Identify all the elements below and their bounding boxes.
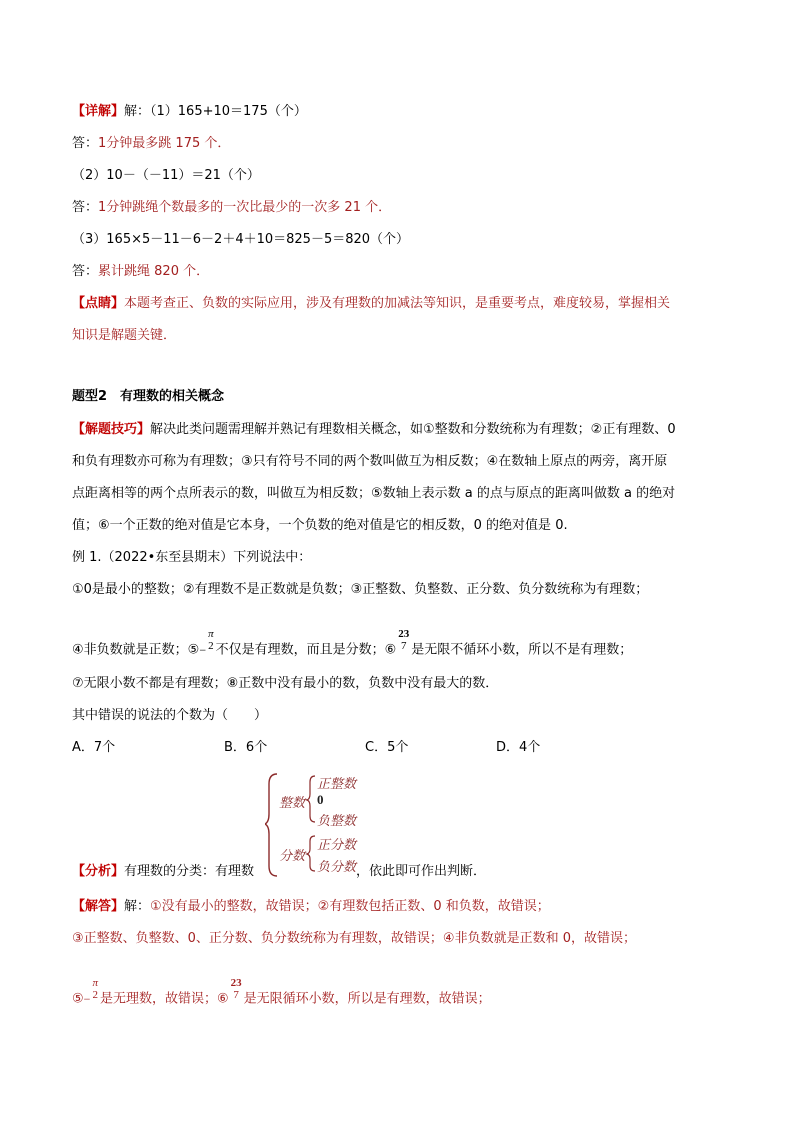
analysis-text: ，依此即可作出判断． — [356, 864, 487, 879]
fraction-23-over-7 — [398, 628, 409, 652]
minus-sign: − — [199, 643, 207, 657]
tip-line-1 — [72, 420, 676, 440]
fraction-numerator: π — [92, 977, 98, 989]
statement-text: 是无限不循环小数，所以不是有理数； — [411, 642, 633, 658]
fraction-numerator: 23 — [230, 977, 242, 989]
tree-fraction: 分数 — [279, 848, 306, 863]
fraction-denominator: 2 — [208, 640, 214, 652]
fraction-pi-over-2 — [92, 977, 98, 1001]
question-line: 其中错误的说法的个数为（ ） — [72, 708, 268, 723]
answer-label: 答： — [72, 200, 99, 215]
minus-sign: − — [83, 992, 91, 1006]
solution-tag: 【解答】 — [72, 899, 125, 914]
point-line-1 — [72, 294, 670, 314]
solution-line-2: ③正整数、负整数、0、正分数、负分数统称为有理数，故错误；④非负数就是正数和 0，故错误； — [72, 931, 636, 946]
solution-text: ⑤ — [72, 991, 84, 1007]
statement-text: ④非负数就是正数；⑤ — [72, 642, 200, 658]
section-title: 题型2 有理数的相关概念 — [72, 389, 225, 404]
solution-text: 是无限循环小数，所以是有理数，故错误； — [243, 991, 491, 1007]
fraction-denominator: 2 — [92, 989, 98, 1001]
fraction-denominator: 7 — [401, 640, 407, 652]
option-c: C．5个 — [365, 740, 409, 755]
answer-text: 1分钟最多跳 175 个． — [98, 136, 231, 151]
tip-line-4: 值；⑥一个正数的绝对值是它本身，一个负数的绝对值是它的相反数，0 的绝对值是 0. — [72, 518, 568, 533]
solution-label: 解： — [124, 899, 151, 914]
option-b: B．6个 — [224, 740, 268, 755]
detail-line-4 — [72, 198, 391, 218]
tip-tag: 【解题技巧】 — [72, 422, 151, 437]
fraction-numerator: π — [208, 628, 214, 640]
example-head: 例 1.（2022•东至县期末）下列说法中： — [72, 550, 312, 565]
detail-tag: 【详解】 — [72, 104, 125, 119]
options-row — [72, 738, 722, 758]
answer-text: 累计跳绳 820 个． — [98, 264, 210, 279]
detail-line-6 — [72, 262, 209, 282]
tree-positive-integer: 正整数 — [317, 776, 357, 791]
detail-text-1: 解：（1）165+10＝175（个） — [124, 104, 307, 119]
point-tag: 【点睛】 — [72, 296, 125, 311]
statement-line-1: ①0是最小的整数；②有理数不是正数就是负数；③正整数、负整数、正分数、负分数统称为有理数； — [72, 582, 649, 597]
tree-zero: 0 — [317, 792, 324, 807]
tree-positive-fraction: 正分数 — [317, 837, 357, 852]
fraction-pi-over-2 — [208, 628, 214, 652]
statement-line-3: ⑦无限小数不都是有理数；⑧正数中没有最小的数，负数中没有最大的数． — [72, 676, 499, 691]
option-a: A．7个 — [72, 740, 116, 755]
tip-text-1: 解决此类问题需理解并熟记有理数相关概念，如①整数和分数统称为有理数；②正有理数、0 — [150, 422, 676, 437]
detail-line-1 — [72, 102, 307, 122]
solution-line-1 — [72, 897, 550, 917]
tree-negative-fraction: 负分数 — [317, 859, 357, 874]
solution-text: ①没有最小的整数，故错误；②有理数包括正数、0 和负数，故错误； — [150, 899, 550, 914]
analysis-tag: 【分析】 — [72, 864, 125, 879]
fraction-23-over-7 — [231, 977, 242, 1001]
answer-label: 答： — [72, 264, 99, 279]
point-line-2: 知识是解题关键． — [72, 328, 177, 343]
fraction-denominator: 7 — [233, 989, 239, 1001]
tip-line-2: 和负有理数亦可称为有理数；③只有符号不同的两个数叫做互为相反数；④在数轴上原点的两旁，离开原 — [72, 454, 668, 469]
answer-label: 答： — [72, 136, 99, 151]
tree-negative-integer: 负整数 — [317, 813, 357, 828]
solution-line-3 — [72, 977, 491, 1011]
statement-text: 不仅是有理数，而且是分数；⑥ — [215, 642, 397, 658]
solution-text: 是无理数，故错误；⑥ — [99, 991, 229, 1007]
tree-integer: 整数 — [279, 795, 306, 810]
detail-line-3: （2）10－（－11）＝21（个） — [72, 168, 260, 183]
point-text-1: 本题考查正、负数的实际应用，涉及有理数的加减法等知识，是重要考点，难度较易，掌握相关 — [124, 296, 671, 311]
detail-line-2 — [72, 134, 230, 154]
detail-line-5: （3）165×5－11－6－2＋4＋10＝825－5＝820（个） — [72, 232, 410, 247]
answer-text: 1分钟跳绳个数最多的一次比最少的一次多 21 个． — [98, 200, 392, 215]
statement-line-2 — [72, 628, 633, 662]
analysis-line — [72, 862, 486, 882]
analysis-text: 有理数的分类：有理数 — [124, 864, 255, 879]
fraction-numerator: 23 — [398, 628, 410, 640]
option-d: D．4个 — [496, 740, 541, 755]
tip-line-3: 点距离相等的两个点所表示的数，叫做互为相反数；⑤数轴上表示数 a 的点与原点的距离叫做数 a 的绝对 — [72, 486, 676, 501]
